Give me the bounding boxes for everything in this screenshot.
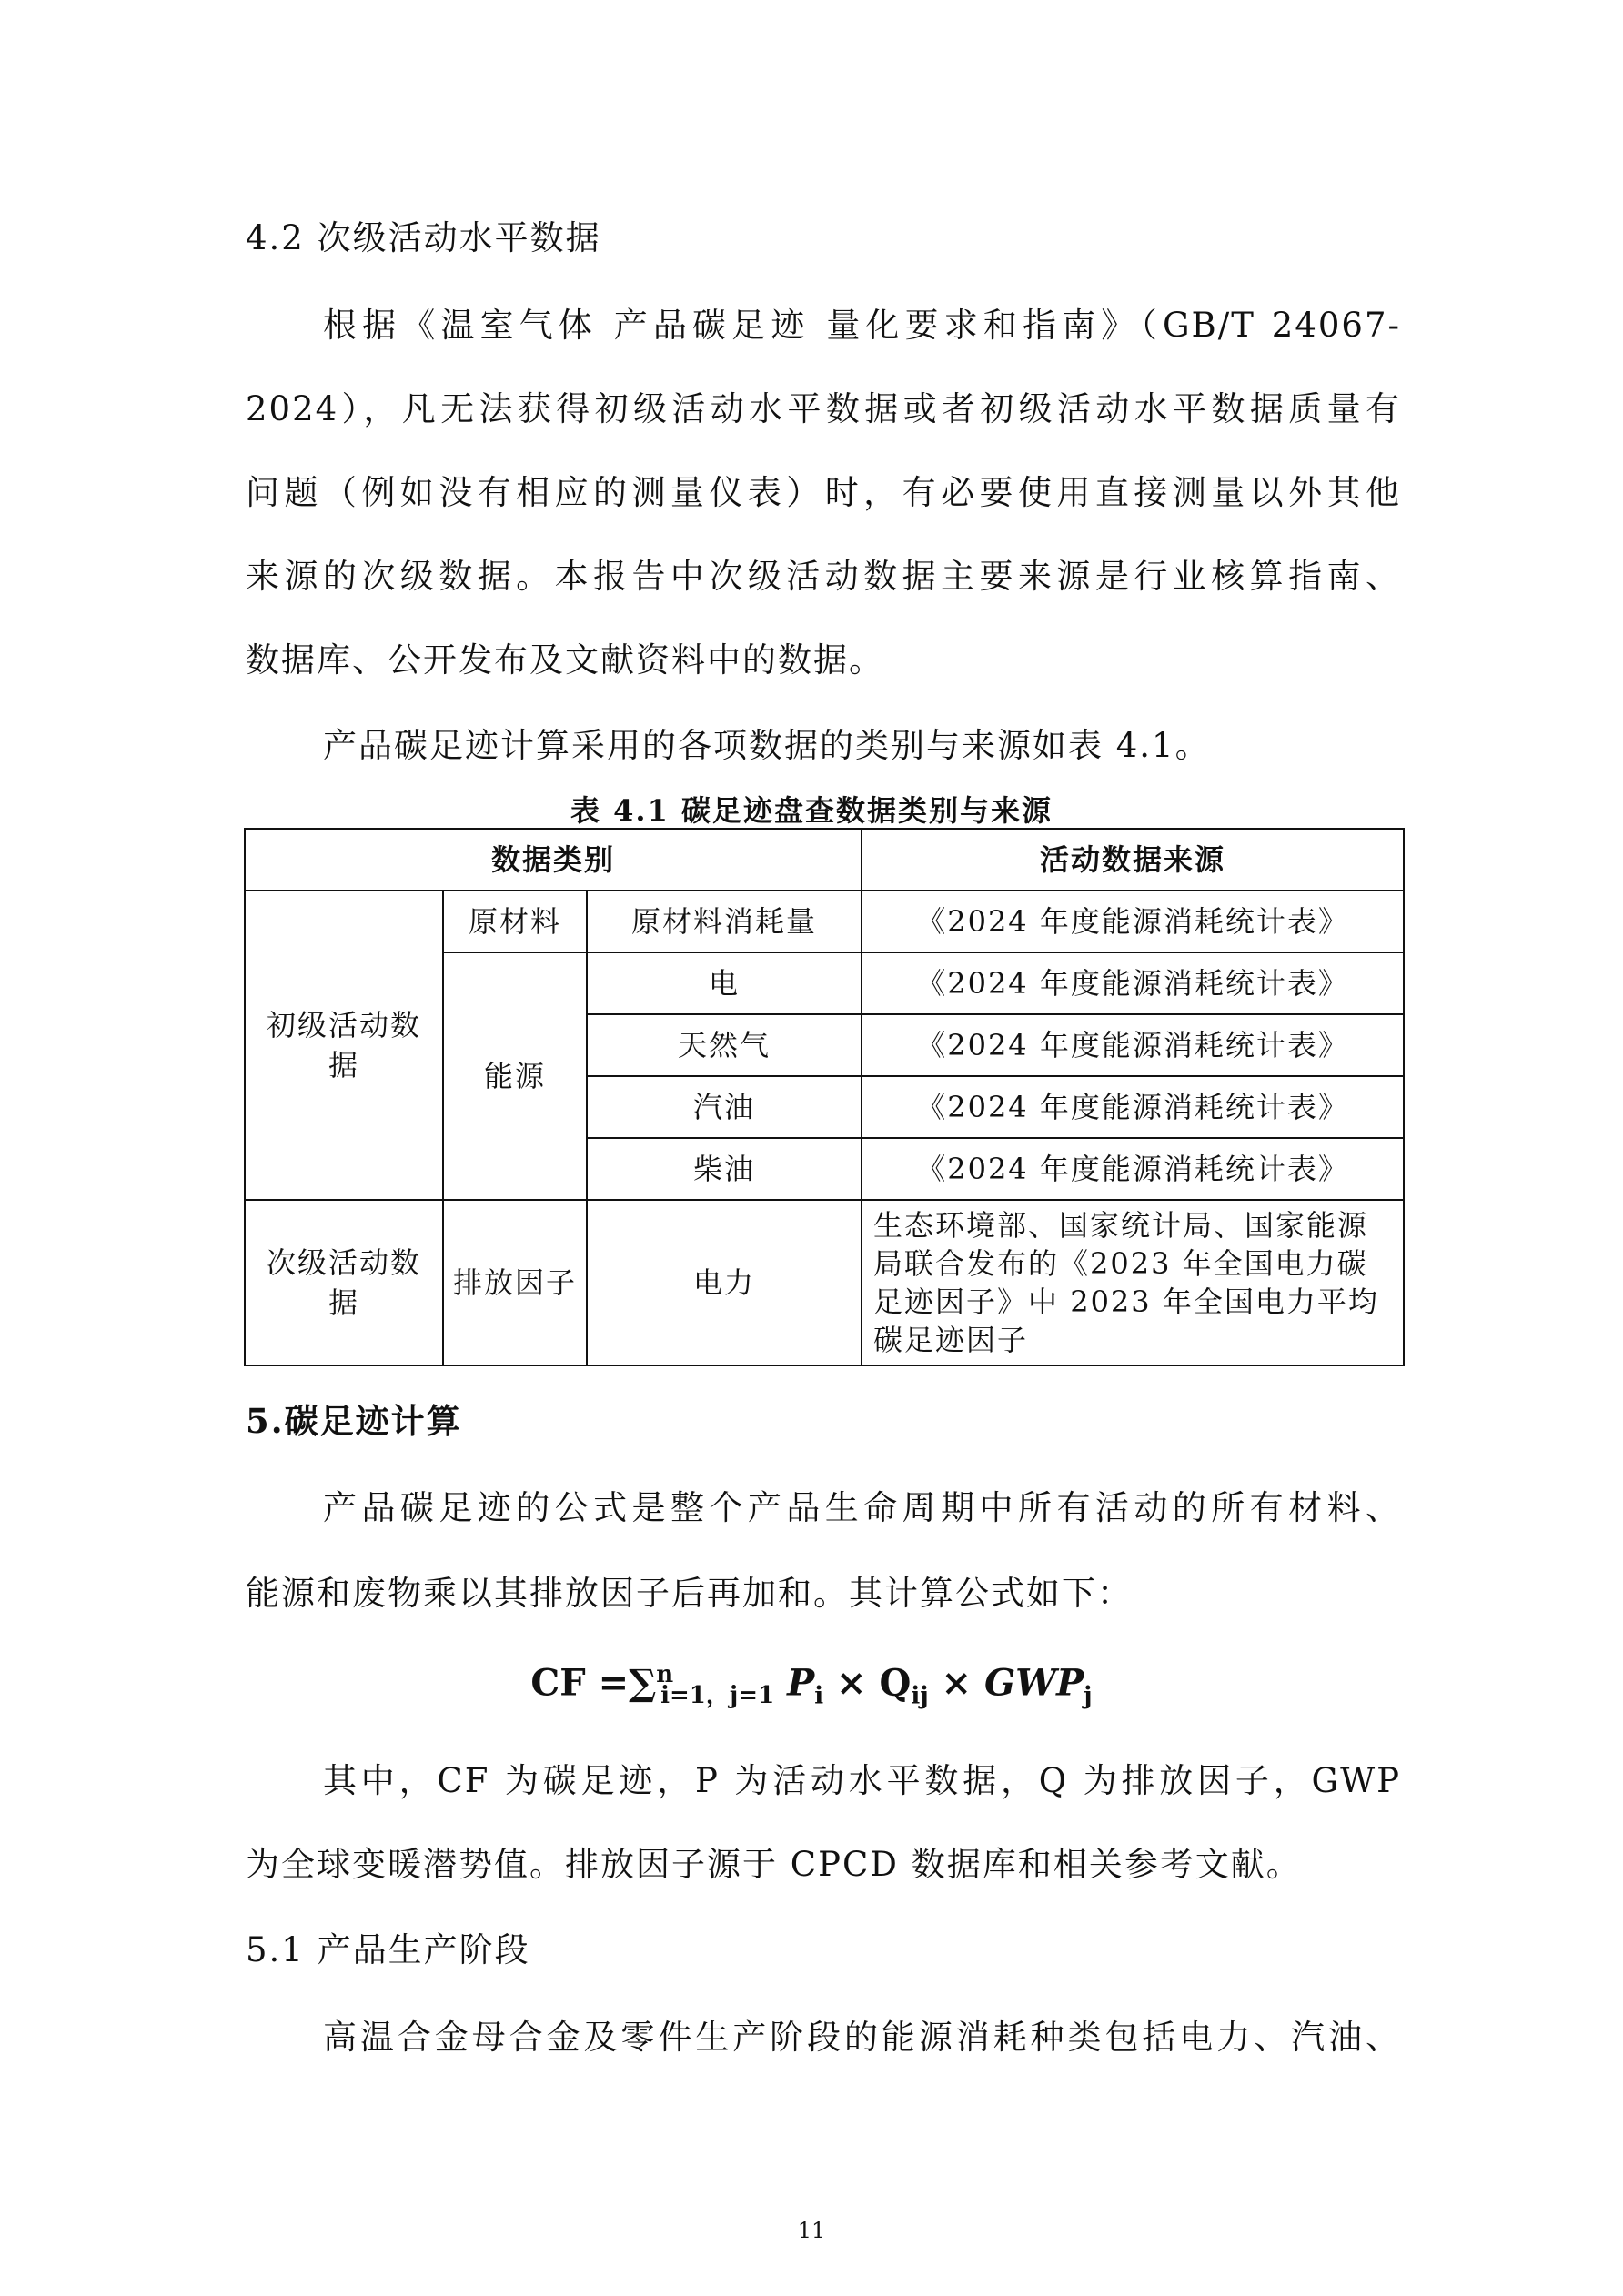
page-number: 11 <box>797 2218 826 2243</box>
section-4-2-heading: 4.2 次级活动水平数据 <box>246 218 601 257</box>
section-5-heading: 5.碳足迹计算 <box>246 1401 462 1441</box>
data-category-table <box>244 828 1405 1366</box>
paragraph-line: 根据《温室气体 产品碳足迹 量化要求和指南》（GB/T 24067- <box>323 306 1401 345</box>
header-source: 活动数据来源 <box>862 829 1404 891</box>
raw-material-cell: 原材料 <box>443 891 587 952</box>
section-5-1-heading: 5.1 产品生产阶段 <box>246 1930 530 1969</box>
formula-sub: i=1，j=1 <box>660 1682 775 1710</box>
secondary-group-cell: 次级活动数据 <box>245 1200 443 1365</box>
formula-times: × <box>941 1661 973 1705</box>
formula-gwp: GWP <box>984 1661 1084 1705</box>
raw-material-item-cell: 原材料消耗量 <box>587 891 862 952</box>
formula-gwp-sub: j <box>1084 1682 1093 1710</box>
formula-q: Q <box>879 1661 912 1705</box>
energy-item-cell: 柴油 <box>587 1138 862 1200</box>
paragraph-line: 能源和废物乘以其排放因子后再加和。其计算公式如下： <box>246 1574 1133 1613</box>
energy-item-cell: 电 <box>587 952 862 1014</box>
formula-sum: ∑ <box>629 1661 657 1705</box>
header-category: 数据类别 <box>245 829 862 891</box>
electricity-cell: 电力 <box>587 1200 862 1365</box>
formula-q-sub: ij <box>911 1682 929 1710</box>
paragraph-line: 问题（例如没有相应的测量仪表）时，有必要使用直接测量以外其他 <box>246 473 1401 512</box>
formula-lhs: CF = <box>530 1661 630 1705</box>
source-cell: 《2024 年度能源消耗统计表》 <box>862 891 1404 952</box>
paragraph-line: 2024），凡无法获得初级活动水平数据或者初级活动水平数据质量有 <box>246 389 1401 428</box>
paragraph-line: 其中，CF 为碳足迹，P 为活动水平数据，Q 为排放因子，GWP <box>323 1761 1401 1800</box>
secondary-source-cell: 生态环境部、国家统计局、国家能源局联合发布的《2023 年全国电力碳足迹因子》中 2023 年全国电力平均碳足迹因子 <box>862 1200 1404 1365</box>
source-cell: 《2024 年度能源消耗统计表》 <box>862 952 1404 1014</box>
source-cell: 《2024 年度能源消耗统计表》 <box>862 1014 1404 1076</box>
paragraph-line: 产品碳足迹计算采用的各项数据的类别与来源如表 4.1。 <box>323 726 1211 765</box>
formula-p: P <box>787 1661 815 1705</box>
source-cell: 《2024 年度能源消耗统计表》 <box>862 1138 1404 1200</box>
paragraph-line: 数据库、公开发布及文献资料中的数据。 <box>246 640 884 680</box>
formula-times: × <box>836 1661 867 1705</box>
source-cell: 《2024 年度能源消耗统计表》 <box>862 1076 1404 1138</box>
energy-item-cell: 天然气 <box>587 1014 862 1076</box>
paragraph-line: 高温合金母合金及零件生产阶段的能源消耗种类包括电力、汽油、 <box>323 2018 1401 2057</box>
paragraph-line: 为全球变暖潜势值。排放因子源于 CPCD 数据库和相关参考文献。 <box>246 1845 1302 1884</box>
formula-p-sub: i <box>814 1682 824 1710</box>
primary-group-cell: 初级活动数据 <box>245 891 443 1200</box>
energy-cell: 能源 <box>443 952 587 1200</box>
energy-item-cell: 汽油 <box>587 1076 862 1138</box>
formula-sup: n <box>656 1661 674 1688</box>
carbon-footprint-formula <box>0 1661 1623 1710</box>
paragraph-line: 产品碳足迹的公式是整个产品生命周期中所有活动的所有材料、 <box>323 1488 1401 1527</box>
table-caption: 表 4.1 碳足迹盘查数据类别与来源 <box>570 793 1053 828</box>
emission-factor-cell: 排放因子 <box>443 1200 587 1365</box>
paragraph-line: 来源的次级数据。本报告中次级活动数据主要来源是行业核算指南、 <box>246 557 1401 596</box>
